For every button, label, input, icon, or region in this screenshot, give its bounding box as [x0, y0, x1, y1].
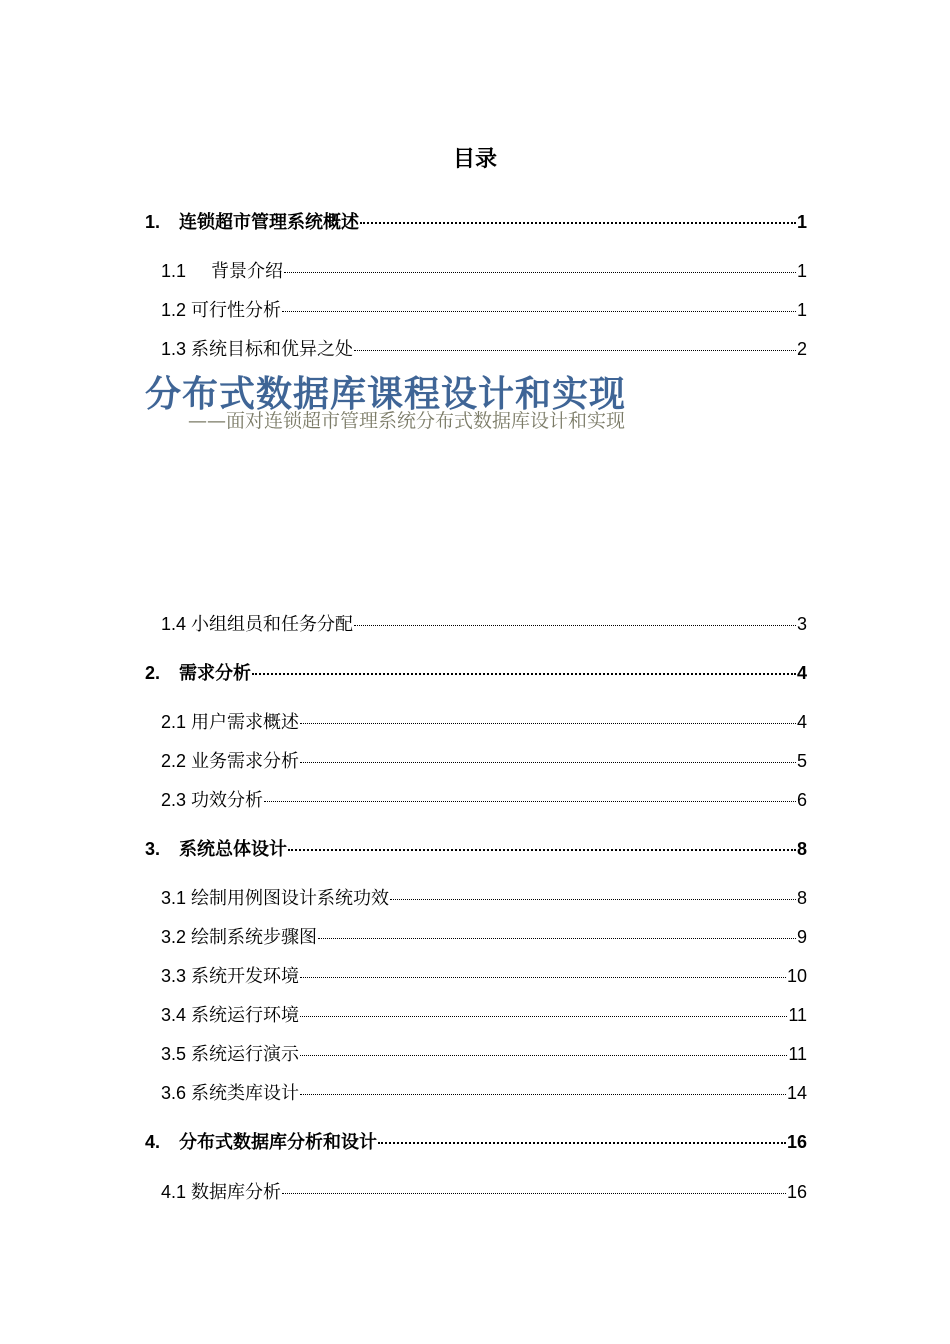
toc-page-number: 9	[796, 927, 807, 947]
toc-page-number: 16	[786, 1132, 807, 1152]
toc-entry-2-2[interactable]	[161, 747, 807, 773]
toc-entry-4-1[interactable]	[161, 1178, 807, 1204]
toc-entry-number: 1.1	[161, 261, 187, 281]
toc-entry-label: 3.5 系统运行演示	[161, 1044, 300, 1064]
toc-entry-1-3[interactable]	[161, 335, 807, 361]
toc-entry-label: 分布式数据库分析和设计	[179, 1132, 377, 1152]
toc-leader-dots	[300, 762, 796, 763]
toc-page-number: 16	[786, 1182, 807, 1202]
toc-entry-label: 系统总体设计	[179, 839, 287, 859]
toc-page-number: 11	[788, 1005, 807, 1025]
toc-entry-label: 3.3 系统开发环境	[161, 966, 300, 986]
toc-entry-3-3[interactable]	[161, 962, 807, 988]
toc-page-number: 11	[788, 1044, 807, 1064]
toc-leader-dots	[252, 673, 796, 675]
toc-entry-3[interactable]	[145, 835, 807, 861]
toc-page-number: 1	[796, 261, 807, 281]
toc-entry-number: 2.	[145, 663, 161, 683]
toc-entry-label: 背景介绍	[211, 261, 283, 281]
toc-entry-1-2[interactable]	[161, 296, 807, 322]
toc-entry-label: 3.2 绘制系统步骤图	[161, 927, 318, 947]
toc-entry-number: 4.	[145, 1132, 161, 1152]
toc-entry-label: 2.3 功效分析	[161, 790, 264, 810]
toc-page-number: 10	[786, 966, 807, 986]
toc-entry-1[interactable]	[145, 208, 807, 234]
toc-page-number: 4	[796, 663, 807, 683]
toc-leader-dots	[264, 801, 796, 802]
toc-entry-label: 1.4 小组组员和任务分配	[161, 614, 354, 634]
toc-entry-label: 需求分析	[179, 663, 251, 683]
toc-leader-dots	[318, 938, 796, 939]
toc-entry-label: 2.1 用户需求概述	[161, 712, 300, 732]
toc-entry-label: 3.4 系统运行环境	[161, 1005, 300, 1025]
toc-leader-dots	[300, 1016, 787, 1017]
toc-entry-3-1[interactable]	[161, 884, 807, 910]
toc-page-number: 1	[796, 300, 807, 320]
toc-entry-3-2[interactable]	[161, 923, 807, 949]
toc-page-number: 6	[796, 790, 807, 810]
toc-leader-dots	[284, 272, 796, 273]
toc-leader-dots	[282, 311, 796, 312]
toc-entry-1-4[interactable]	[161, 610, 807, 636]
toc-entry-4[interactable]	[145, 1128, 807, 1154]
toc-entry-1-1[interactable]	[161, 257, 807, 283]
toc-entry-3-6[interactable]	[161, 1079, 807, 1105]
toc-leader-dots	[300, 723, 796, 724]
toc-leader-dots	[378, 1142, 786, 1144]
toc-entry-label: 2.2 业务需求分析	[161, 751, 300, 771]
toc-entry-3-4[interactable]	[161, 1001, 807, 1027]
toc-page-number: 5	[796, 751, 807, 771]
toc-page-number: 4	[796, 712, 807, 732]
cover-title: 分布式数据库课程设计和实现	[145, 373, 627, 415]
toc-entry-number: 3.	[145, 839, 161, 859]
toc-leader-dots	[300, 1055, 787, 1056]
toc-leader-dots	[282, 1193, 786, 1194]
toc-page-number: 2	[796, 339, 807, 359]
toc-leader-dots	[354, 350, 796, 351]
toc-leader-dots	[354, 625, 796, 626]
toc-leader-dots	[300, 977, 786, 978]
toc-entry-label: 1.3 系统目标和优异之处	[161, 339, 354, 359]
toc-page-number: 3	[796, 614, 807, 634]
toc-page-number: 14	[786, 1083, 807, 1103]
toc-page-number: 8	[796, 888, 807, 908]
toc-entry-number: 1.	[145, 212, 161, 232]
toc-page-number: 1	[796, 212, 807, 232]
toc-entry-label: 4.1 数据库分析	[161, 1182, 282, 1202]
toc-entry-2[interactable]	[145, 659, 807, 685]
toc-entry-2-3[interactable]	[161, 786, 807, 812]
toc-entry-label: 1.2 可行性分析	[161, 300, 282, 320]
toc-entry-3-5[interactable]	[161, 1040, 807, 1066]
toc-page-number: 8	[796, 839, 807, 859]
toc-entry-label: 连锁超市管理系统概述	[179, 212, 359, 232]
toc-entry-label: 3.6 系统类库设计	[161, 1083, 300, 1103]
toc-title: 目录	[452, 146, 497, 171]
toc-entry-2-1[interactable]	[161, 708, 807, 734]
toc-leader-dots	[300, 1094, 786, 1095]
toc-leader-dots	[360, 222, 796, 224]
cover-subtitle: ——面对连锁超市管理系统分布式数据库设计和实现	[188, 410, 626, 432]
toc-entry-label: 3.1 绘制用例图设计系统功效	[161, 888, 390, 908]
toc-leader-dots	[390, 899, 796, 900]
toc-leader-dots	[288, 849, 796, 851]
